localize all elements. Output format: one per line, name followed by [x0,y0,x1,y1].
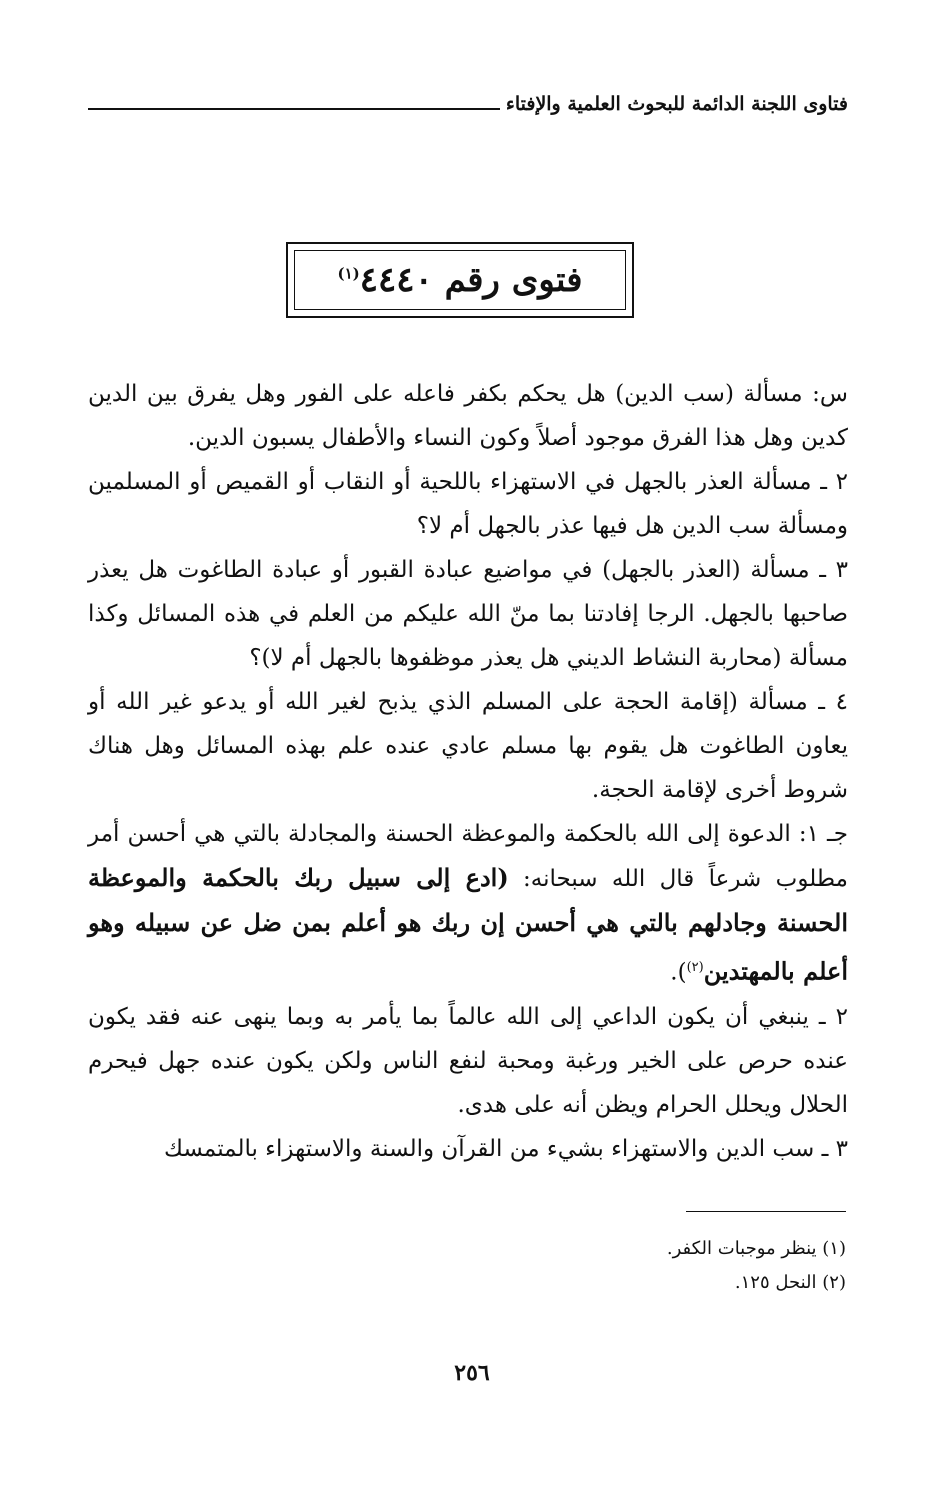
answer-1 [88,812,848,995]
verse-footnote-marker: (٢) [686,960,704,975]
running-header-title: فتاوى اللجنة الدائمة للبحوث العلمية والإفتاء [505,93,848,115]
question-2: ٢ ـ مسألة العذر بالجهل في الاستهزاء باللحية أو النقاب أو القميص أو المسلمين ومسألة سب الدين هل فيها عذر بالجهل أم لا؟ [88,469,848,539]
footnotes [560,1232,846,1300]
fatwa-title [338,260,583,300]
quran-verse: (ادع إلى سبيل ربك بالحكمة والموعظة الحسنة وجادلهم بالتي هي أحسن إن ربك هو أعلم بمن ضل عن سبيله وهو أعلم بالمهتدين [88,863,848,986]
page-number: ٢٥٦ [454,1360,490,1386]
answer-3: ٣ ـ سب الدين والاستهزاء بشيء من القرآن والسنة والاستهزاء بالمتمسك [164,1135,848,1162]
question-3: ٣ ـ مسألة (العذر بالجهل) في مواضيع عبادة القبور أو عبادة الطاغوت هل يعذر صاحبها بالجهل. الرجا إفادتنا بما منّ الله عليكم من العلم في هذه المسائل وكذا مسألة (محاربة النشاط الديني هل يعذر موظفوها بالجهل أم لا)؟ [88,557,848,671]
fatwa-title-text: فتوى رقم ٤٤٤٠ [359,260,583,300]
footnote-rule [686,1211,846,1212]
header-rule [88,108,500,110]
question-4: ٤ ـ مسألة (إقامة الحجة على المسلم الذي يذبح لغير الله أو يدعو غير الله أو يعاون الطاغوت هل يقوم بها مسلم عادي عنده علم بهذه المسائل وهل هناك شروط أخرى لإقامة الحجة. [88,689,848,803]
title-footnote-marker: (١) [337,264,360,283]
running-header [88,86,848,122]
answer-2: ٢ ـ ينبغي أن يكون الداعي إلى الله عالماً بما يأمر به وبما ينهى عنه فقد يكون عنده حرص على الخير ورغبة ومحبة لنفع الناس ولكن يكون عنده جهل فيحرم الحلال ويحلل الحرام ويظن أنه على هدى. [88,1003,848,1118]
verse-close: ). [670,959,687,986]
footnote-2: (٢) النحل ١٢٥. [734,1272,846,1293]
footnote-1: (١) ينظر موجبات الكفر. [666,1238,846,1259]
fatwa-title-box [286,242,634,318]
fatwa-body [88,372,848,1171]
answer-1-intro: جـ ١: الدعوة إلى الله بالحكمة والموعظة الحسنة والمجادلة بالتي هي أحسن أمر مطلوب شرعاً قال الله سبحانه: [88,821,848,892]
question-intro: س: مسألة (سب الدين) هل يحكم بكفر فاعله على الفور وهل يفرق بين الدين كدين وهل هذا الفرق موجود أصلاً وكون النساء والأطفال يسبون الدين. [88,381,848,451]
